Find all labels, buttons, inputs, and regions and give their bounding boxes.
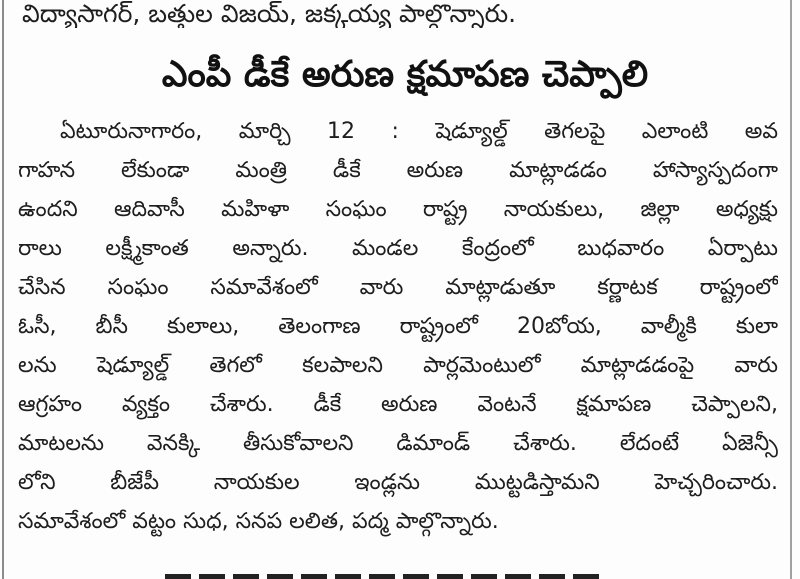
body-line: మాటలను వెనక్కి తీసుకోవాలని డిమాండ్ చేశారు. లేదంటే ఏజెన్సీ — [18, 431, 778, 456]
previous-article-last-line: విద్యాసాగర్, బత్తుల విజయ్, జక్కయ్య పాల్గొన్నారు. — [22, 0, 517, 28]
body-line: రాలు లక్ష్మీకాంత అన్నారు. మండల కేంద్రంలో బుధవారం ఏర్పాటు — [18, 236, 778, 261]
article-headline: ఎంపీ డీకే అరుణ క్షమాపణ చెప్పాలి — [161, 54, 649, 95]
body-line: ఉందని ఆదివాసీ మహిళా సంఘం రాష్ట్ర నాయకులు, జిల్లా అధ్యక్షు — [18, 197, 778, 222]
article-body — [18, 112, 778, 541]
body-line: ఏటూరునాగారం, మార్చి 12 : షెడ్యూల్డ్ తెగలపై ఎలాంటి అవ — [60, 119, 778, 144]
body-line: చేసిన సంఘం సమావేశంలో వారు మాట్లాడుతూ కర్ణాటక రాష్ట్రంలో — [18, 275, 778, 300]
body-line: ఓసీ, బీసీ కులాలు, తెలంగాణ రాష్ట్రంలో 20బోయ, వాల్మీకి కులా — [18, 314, 778, 339]
body-line: ఆగ్రహం వ్యక్తం చేశారు. డీకే అరుణ వెంటనే క్షమాపణ చెప్పాలని, — [18, 392, 778, 417]
body-line: సమావేశంలో వట్టం సుధ, సనప లలిత, పద్మ పాల్గొన్నారు. — [18, 509, 499, 534]
next-headline-cut-off — [165, 562, 605, 579]
body-line: లను షెడ్యూల్డ్ తెగలో కలపాలని పార్లమెంటులో మాట్లాడడంపై వారు — [18, 353, 778, 378]
column-rule-right — [790, 0, 792, 579]
body-line: గాహన లేకుండా మంత్రి డీకే అరుణ మాట్లాడడం హాస్యాస్పదంగా — [18, 158, 778, 183]
body-line: లోని బీజేపీ నాయకుల ఇండ్లను ముట్టడిస్తామని హెచ్చరించారు. — [18, 470, 778, 495]
column-rule-left — [2, 0, 4, 579]
